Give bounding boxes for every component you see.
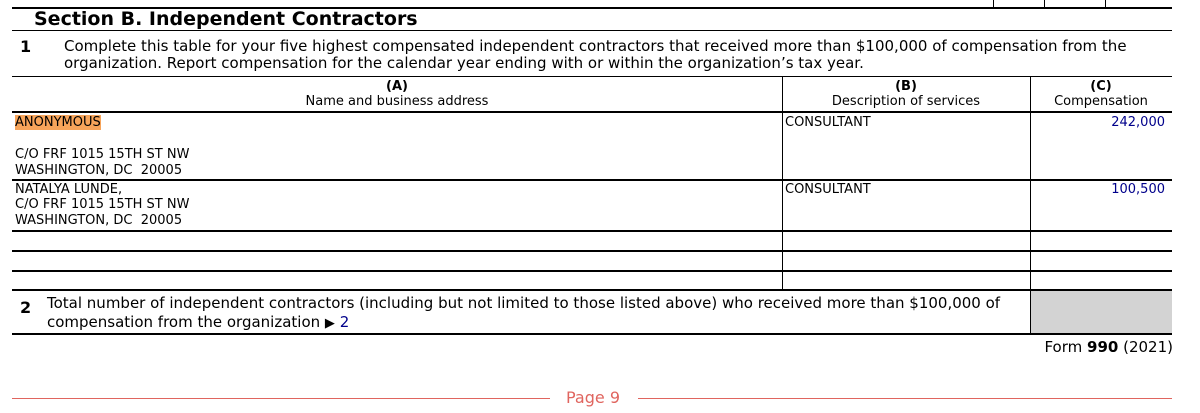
- form-number: 990: [1087, 338, 1119, 356]
- contractor-1-name: [15, 115, 101, 131]
- contractor-2-name: NATALYA LUNDE,: [15, 182, 123, 197]
- section-title-rule: [12, 30, 1172, 31]
- line-2-box-divider: [1030, 291, 1031, 333]
- column-divider-bc: [1030, 76, 1031, 290]
- line-2-text-a: Total number of independent contractors (including but not limited to those listed above) who received more than $100,000 of: [47, 294, 1001, 312]
- line-1-instruction: Complete this table for your five highest compensated independent contractors that received more than $100,000 of compensation from the organization. Report compensation for the calendar year ending with or within the organization’s tax year.: [64, 37, 1127, 72]
- contractor-2-compensation: 100,500: [1111, 182, 1165, 197]
- arrow-right-icon: ▶: [324, 316, 335, 331]
- contractor-1-address: C/O FRF 1015 15TH ST NW WASHINGTON, DC 20005: [15, 147, 190, 178]
- form-footer: [1044, 338, 1173, 356]
- row-rule: [12, 250, 1172, 252]
- contractor-2-address: C/O FRF 1015 15TH ST NW WASHINGTON, DC 20005: [15, 197, 190, 228]
- form-year: (2021): [1123, 338, 1173, 356]
- row-rule: [12, 270, 1172, 272]
- column-divider-ab: [782, 76, 783, 290]
- line-2-text-b-row: [47, 313, 1027, 333]
- column-a-label: Name and business address: [305, 94, 489, 109]
- top-box-divider: [1105, 0, 1106, 7]
- line-2-value: 2: [339, 313, 350, 331]
- top-box-divider: [993, 0, 994, 7]
- column-c-label: Compensation: [1054, 94, 1148, 109]
- column-a-letter: (A): [386, 79, 408, 94]
- contractor-1-compensation: 242,000: [1111, 115, 1165, 130]
- contractor-2-description: CONSULTANT: [785, 182, 871, 197]
- table-header-top-rule: [12, 76, 1172, 77]
- line-2-shaded-box: [1031, 291, 1172, 333]
- line-1-number: 1: [20, 37, 32, 56]
- row-rule: [12, 230, 1172, 232]
- page-separator-left: [12, 398, 550, 399]
- form-prefix: Form: [1044, 338, 1083, 356]
- column-a-header: [12, 79, 782, 109]
- line-2-number: 2: [20, 298, 32, 317]
- line-2-text-b: compensation from the organization: [47, 313, 321, 331]
- table-bottom-rule: [12, 289, 1172, 291]
- column-b-label: Description of services: [831, 94, 981, 109]
- page-separator-right: [638, 398, 1172, 399]
- section-title: Section B. Independent Contractors: [34, 8, 418, 30]
- column-c-header: [1030, 79, 1172, 109]
- line-2-text: [47, 294, 1027, 333]
- line-2-bottom-rule: [12, 333, 1172, 335]
- top-box-divider: [1044, 0, 1045, 7]
- page-number: Page 9: [566, 388, 620, 407]
- contractor-1-name-text: ANONYMOUS: [15, 115, 101, 130]
- column-c-letter: (C): [1090, 79, 1112, 94]
- row-rule: [12, 179, 1172, 181]
- contractor-1-description: CONSULTANT: [785, 115, 871, 130]
- table-header-bottom-rule: [12, 111, 1172, 113]
- column-b-header: [782, 79, 1030, 109]
- column-b-letter: (B): [895, 79, 917, 94]
